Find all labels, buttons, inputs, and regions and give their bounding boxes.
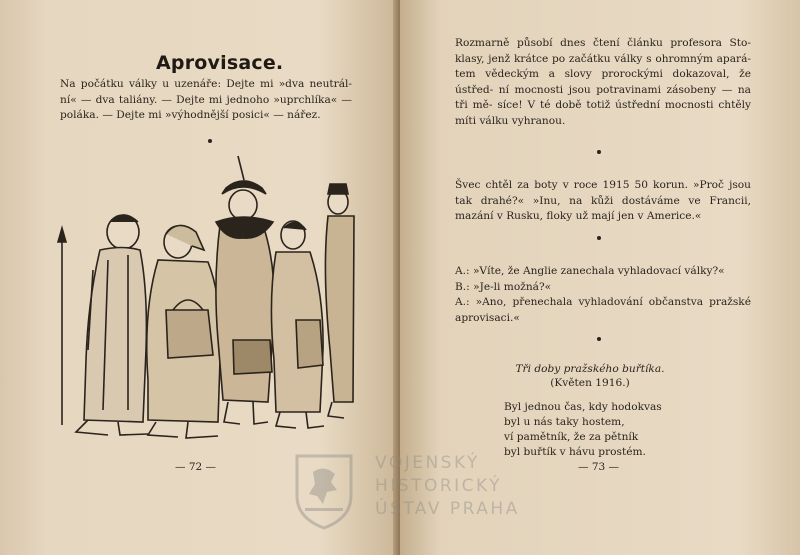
page-number-right: — 73 — xyxy=(578,461,620,473)
dialog-line: A.: »Víte, že Anglie zanechala vyhladovací války?« xyxy=(455,265,725,277)
dialog-block xyxy=(455,264,751,326)
article-paragraph: Rozmarně působí dnes čtení článku profesora Sto- klasy, jenž krátce po začátku války s ohromným apará- tem vědeckým a slovy prorockými dokazoval, že ústřed- ní mocnosti jsou potravinami zásobeny — na tři mě- síce! V té době totiž ústřední mocnosti chtěly míti válku vyhranou. xyxy=(455,37,751,127)
section-bullet xyxy=(208,139,212,143)
dialog-line: B.: »Je-li možná?« xyxy=(455,280,552,293)
section-bullet xyxy=(597,337,601,341)
poem-subtitle: (Květen 1916.) xyxy=(550,377,630,389)
poem-line: byl u nás taky hostem, xyxy=(504,416,625,428)
watermark-line: VOJENSKÝ xyxy=(375,453,480,473)
watermark-line: HISTORICKÝ xyxy=(375,476,502,496)
watermark-line: ÚSTAV PRAHA xyxy=(375,499,520,519)
poem-line: Byl jednou čas, kdy hodokvas xyxy=(504,401,662,413)
intro-paragraph: Na počátku války u uzenáře: Dejte mi »dva neutrál- ní« — dva taliány. — Dejte mi jednoho »uprchlíka« — poláka. — Dejte mi »výhodnější posici« — nářez. xyxy=(60,78,352,121)
poem-line: ví pamětník, že za pětník xyxy=(504,431,639,443)
page-title: Aprovisace. xyxy=(156,52,284,74)
section-bullet xyxy=(597,236,601,240)
lion-shield-icon xyxy=(293,452,355,530)
poem-line: byl buřtík v hávu prostém. xyxy=(504,446,646,458)
watermark-text xyxy=(375,452,520,521)
poem-title: Tři doby pražského buřtíka. xyxy=(515,363,665,375)
archive-watermark xyxy=(293,452,553,532)
queue-illustration xyxy=(48,150,358,450)
page-number-left: — 72 — xyxy=(175,461,217,473)
section-bullet xyxy=(597,150,601,154)
shoemaker-paragraph: Švec chtěl za boty v roce 1915 50 korun. »Proč jsou tak drahé?« »Inu, na kůži dostáváme ve Francii, mazání v Rusku, floky už mají jen v Americe.« xyxy=(455,179,751,222)
poem-stanza xyxy=(504,400,662,460)
dialog-line: A.: »Ano, přenechala vyhladování občanstva pražské aprovisaci.« xyxy=(455,296,751,324)
